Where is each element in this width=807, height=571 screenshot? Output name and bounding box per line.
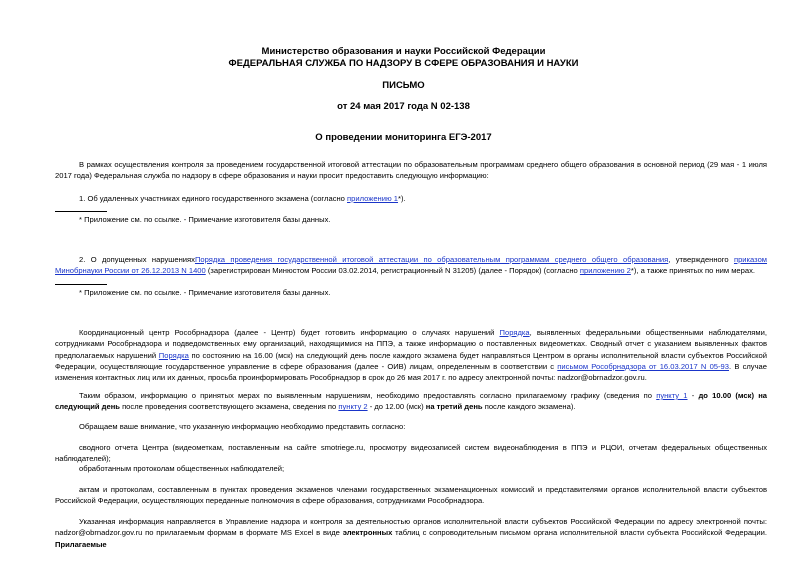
- item-1: 1. Об удаленных участниках единого государственного экзамена (согласно приложению 1*).: [79, 194, 406, 203]
- paragraph-attention: Обращаем ваше внимание, что указанную информацию необходимо представить согласно:: [79, 422, 406, 431]
- procedure-link[interactable]: Порядка: [499, 328, 530, 337]
- footnote-1: * Приложение см. по ссылке. - Примечание изготовителя базы данных.: [79, 215, 331, 224]
- paragraph-acts-protocols: актам и протоколам, составленным в пунктах проведения экзаменов членами государственных экзаменационных комиссий и представителями органов исполнительной власти субъектов Российской Федерации, осуществляющих переданные полномочия в сфере образования, сотрудниками Рособрнадзора.: [55, 485, 767, 506]
- document-date-number: от 24 мая 2017 года N 02-138: [337, 101, 470, 112]
- paragraph-summary-report: сводного отчета Центра (видеометкам, поставленным на сайте smotriege.ru, просмотру видеозаписей систем видеонаблюдения в ППЭ и РЦОИ, отчетам федеральных общественных наблюдателей);: [55, 443, 767, 464]
- footnote-divider: [55, 284, 107, 285]
- item-2-link[interactable]: пункту 2: [338, 402, 368, 412]
- paragraph-coordination-center: Координационный центр Рособрнадзора (далее - Центр) будет готовить информацию о случаях нарушений Порядка, выявленных федеральными общественными наблюдателями, сотрудниками Рособрнадзора и подведомственных ему организаций, находящимися на ППЭ, а также информацию о поставленных видеометках. Сводный отчет с указанием выявленных фактов предполагаемых нарушений Порядка по состоянию на 16.00 (мск) на следующий день после каждого экзамена будет направляться Центром в органы исполнительной власти субъектов Российской Федерации, осуществляющие государственное управление в сфере образования (далее - ОИВ) лицам, определенным в соответствии с письмом Рособрнадзора от 16.03.2017 N 05-93. В случае изменения контактных лиц или их данных, просьба проинформировать Рособрнадзор в срок до 26 мая 2017 г. по адресу электронной почты: nadzor@obrnadzor.gov.ru.: [55, 328, 767, 383]
- order-1400-link[interactable]: приказом Минобрнауки России от 26.12.2013 N 1400: [55, 255, 768, 276]
- appendix-2-link[interactable]: приложению 2: [579, 266, 631, 276]
- intro-paragraph: В рамках осуществления контроля за проведением государственной итоговой аттестации по образовательным программам среднего общего образования в основной период (29 мая - 1 июля 2017 года) Федеральная служба по надзору в сфере образования и науки просит предоставить следующую информацию:: [55, 160, 767, 181]
- ministry-name: Министерство образования и науки Российской Федерации: [261, 46, 546, 57]
- procedure-link[interactable]: Порядка: [158, 350, 189, 360]
- paragraph-submission: Указанная информация направляется в Управление надзора и контроля за деятельностью органов исполнительной власти субъектов Российской Федерации по адресу электронной почты: nadzor@obrnadzor.gov.ru по прилагаемым формам в формате MS Excel в виде электронных таблиц с сопроводительным письмом органа исполнительной власти субъекта Российской Федерации. Прилагаемые: [55, 517, 767, 549]
- agency-name: ФЕДЕРАЛЬНАЯ СЛУЖБА ПО НАДЗОРУ В СФЕРЕ ОБРАЗОВАНИЯ И НАУКИ: [228, 58, 579, 69]
- item-1-link[interactable]: пункту 1: [656, 391, 688, 400]
- document-type: ПИСЬМО: [382, 80, 425, 91]
- document-subject: О проведении мониторинга ЕГЭ-2017: [315, 132, 492, 143]
- item-2: 2. О допущенных нарушенияхПорядка проведения государственной итоговой аттестации по образовательным программам среднего общего образования, утвержденного приказом Минобрнауки России от 26.12.2013 N 1400 (зарегистрирован Минюстом России 03.02.2014, регистрационный N 31205) (далее - Порядок) (согласно приложению 2*), а также принятых по ним мерах.: [55, 255, 768, 276]
- footnote-2: * Приложение см. по ссылке. - Примечание изготовителя базы данных.: [79, 288, 331, 297]
- procedure-link[interactable]: Порядка проведения государственной итоговой аттестации по образовательным программам среднего общего образования: [194, 255, 669, 264]
- paragraph-observer-protocols: обработанным протоколам общественных наблюдателей;: [79, 464, 285, 473]
- appendix-1-link[interactable]: приложению 1: [347, 194, 399, 203]
- letter-05-93-link[interactable]: письмом Рособрнадзора от 16.03.2017 N 05-93: [557, 361, 730, 371]
- paragraph-schedule: Таким образом, информацию о принятых мерах по выявленным нарушениям, необходимо предоставлять согласно прилагаемому графику (сведения по пункту 1 - до 10.00 (мск) на следующий день после проведения соответствующего экзамена, сведения по пункту 2 - до 12.00 (мск) на третий день после каждого экзамена).: [55, 391, 768, 412]
- footnote-divider: [55, 211, 107, 212]
